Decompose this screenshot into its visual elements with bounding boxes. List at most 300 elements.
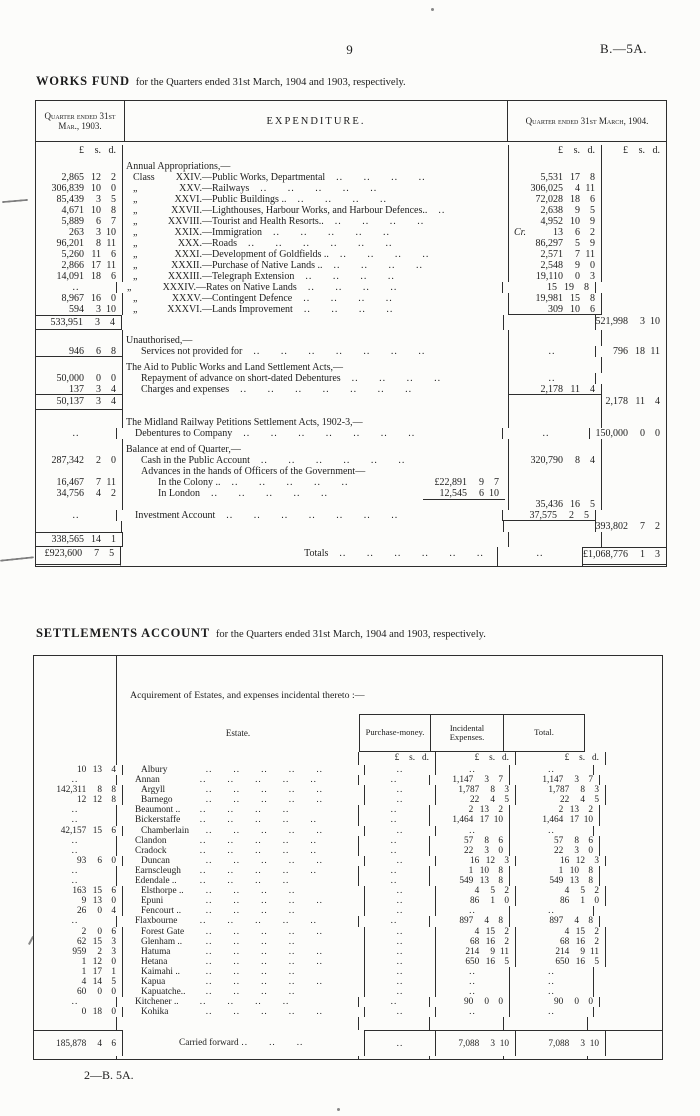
group-label: Unauthorised,—	[126, 335, 193, 346]
estate-name: Kapuatche..	[141, 987, 186, 998]
leader-dots: .. .. .. ..	[334, 216, 425, 227]
purchase-money-amount: ..	[365, 947, 436, 957]
money-shillings: 3	[490, 1039, 496, 1050]
money-pounds: 320,790	[530, 455, 563, 466]
money-pence: 8	[111, 785, 116, 796]
settlements-left-column-head	[34, 656, 117, 752]
purchase-money-amount: ..	[365, 937, 436, 947]
money-pounds: 5,889	[61, 216, 84, 227]
money-shillings: 4	[97, 1039, 103, 1050]
money-shillings: 17	[92, 966, 103, 977]
money-shillings: 6	[96, 346, 101, 357]
settlements-row	[34, 866, 662, 876]
amount-1903: ..	[36, 510, 117, 521]
settlements-row	[34, 856, 662, 866]
totals-label: Totals	[304, 548, 329, 559]
money-pence: 0	[588, 997, 593, 1008]
money-pence: 5	[504, 956, 509, 967]
money-pence: 8	[498, 916, 503, 927]
money-pounds: 26	[76, 906, 87, 917]
estate-name: Kohika	[141, 1007, 169, 1018]
amount-1904-total	[602, 304, 666, 315]
expenditure-cell	[122, 315, 503, 330]
leader-dots: .. .. .. ..	[199, 805, 290, 816]
money-pounds: 7,088	[458, 1039, 480, 1050]
incidental-expenses-amount	[430, 876, 510, 886]
row-label: —Lands Improvement	[202, 304, 293, 315]
money-pence: 2	[594, 926, 599, 937]
money-shillings: 8	[574, 835, 580, 846]
incidental-expenses-carried	[436, 1030, 516, 1056]
currency-header-1904b	[602, 145, 666, 161]
money-pence: 11	[650, 346, 660, 357]
amount-1903	[36, 547, 121, 566]
money-pence: 6	[498, 835, 503, 846]
money-pence: 10	[650, 316, 660, 327]
works-fund-header-row	[36, 101, 666, 142]
incidental-expenses-amount	[436, 937, 516, 947]
settlements-row	[34, 906, 662, 916]
money-shillings: 4	[574, 916, 580, 927]
money-pence: 11	[106, 260, 116, 271]
money-pounds: 4	[474, 926, 480, 937]
money-pence: 0	[594, 896, 599, 907]
money-pence: 0	[504, 896, 509, 907]
class-prefix: „	[133, 205, 138, 216]
amount-1904	[509, 238, 602, 249]
money-pounds: 68	[559, 936, 570, 947]
total-amount	[516, 785, 606, 795]
money-pounds: 16,467	[56, 477, 84, 488]
money-pounds: 959	[72, 946, 87, 957]
amount-1903	[34, 937, 123, 947]
estate-cell	[123, 977, 365, 987]
amount-1904	[509, 161, 602, 172]
money-pence: 0	[111, 896, 116, 907]
amount-1903	[36, 183, 123, 194]
blank-column	[594, 987, 662, 997]
money-pounds: 12	[76, 795, 87, 806]
money-pence: 6	[111, 825, 116, 836]
money-shillings: 5	[575, 238, 580, 249]
money-pounds: 185,878	[56, 1039, 87, 1050]
money-pounds: 7,088	[548, 1039, 570, 1050]
money-pence: 4	[111, 765, 116, 775]
estate-name: Hatuma	[141, 946, 171, 957]
total-amount	[516, 957, 606, 967]
money-pence: 7	[588, 775, 593, 786]
money-shillings: 2	[96, 455, 101, 466]
money-shillings: 16	[485, 936, 496, 947]
class-numeral: XXVIII.	[167, 216, 202, 227]
total-amount	[516, 856, 606, 866]
amount-1903	[36, 395, 123, 410]
scan-artifact-mark	[2, 199, 28, 203]
row-label: —Immigration	[202, 227, 262, 238]
credit-prefix: Cr.	[514, 227, 526, 238]
money-shillings: s.	[489, 753, 496, 763]
money-pence: d.	[652, 145, 660, 156]
estate-cell	[123, 1007, 365, 1017]
money-pounds: 2,548	[540, 260, 563, 271]
group-label: The Midland Railway Petitions Settlement Acts, 1902-3,—	[126, 417, 363, 428]
amount-1904	[509, 304, 602, 315]
total-amount: ..	[510, 967, 594, 977]
expenditure-cell	[123, 488, 509, 499]
works-row	[36, 205, 666, 216]
blank-column	[600, 836, 662, 846]
money-pounds: 85,439	[56, 194, 84, 205]
estate-name: Hetana	[141, 956, 168, 967]
works-fund-title-rest: for the Quarters ended 31st March, 1904 and 1903, respectively.	[135, 77, 406, 88]
money-pence: 8	[111, 795, 116, 806]
class-prefix: „	[133, 216, 138, 227]
leader-dots: .. .. .. .. ..	[199, 865, 318, 876]
money-pounds: 4	[564, 886, 570, 897]
money-pounds: £	[558, 145, 563, 156]
estate-cell	[117, 876, 359, 886]
money-pence: 0	[111, 855, 116, 866]
blank-column	[606, 957, 662, 967]
money-pence: 7	[111, 216, 116, 227]
estate-name: Albury	[141, 765, 168, 775]
amount-1903	[36, 384, 123, 395]
amount-1903	[34, 856, 123, 866]
purchase-money-amount: ..	[359, 775, 430, 785]
amount-1903	[36, 346, 123, 357]
expenditure-cell	[123, 249, 509, 260]
amount-1903	[34, 765, 123, 775]
works-row	[36, 417, 666, 428]
money-shillings: 0	[96, 373, 101, 384]
estate-cell	[117, 866, 359, 876]
money-shillings: 7	[640, 521, 645, 532]
section-heading: Acquirement of Estates, and expenses incidental thereto :—	[130, 690, 365, 701]
currency-header-row	[36, 145, 666, 161]
total-amount: ..	[510, 987, 594, 997]
blank-column	[594, 977, 662, 987]
money-pounds: £22,891	[434, 477, 467, 488]
page-number: 9	[346, 42, 354, 57]
money-pence: 11	[106, 477, 116, 488]
purchase-money-amount: ..	[365, 826, 436, 836]
money-shillings: 8	[580, 785, 586, 796]
money-pounds: 2,638	[540, 205, 563, 216]
money-pence: 2	[594, 936, 599, 947]
settlements-row	[34, 1017, 662, 1030]
money-shillings: s.	[94, 145, 101, 156]
estate-name: Glenham ..	[141, 936, 183, 947]
money-pence: 2	[498, 805, 503, 816]
settlements-row	[34, 1007, 662, 1017]
money-pence: 8	[588, 865, 593, 876]
money-pence: 2	[504, 926, 509, 937]
row-label: —Railways	[202, 183, 250, 194]
blank-column	[600, 916, 662, 926]
settlements-row	[34, 775, 662, 785]
money-pounds: 1,787	[548, 785, 570, 796]
total-amount	[516, 886, 606, 896]
money-pounds: 393,802	[595, 521, 628, 532]
class-prefix: „	[133, 238, 138, 249]
works-row	[36, 455, 666, 466]
amount-1904	[509, 395, 602, 410]
row-label: Debentures to Company	[135, 428, 233, 439]
amount-1904	[509, 194, 602, 205]
estate-cell	[123, 826, 365, 836]
expenditure-cell	[123, 417, 509, 428]
money-pence: 3	[111, 936, 116, 947]
leader-dots: .. .. .. .. ..	[205, 896, 324, 907]
leader-dots: .. .. .. .. .. .. ..	[226, 510, 399, 521]
amount-1904	[509, 362, 602, 373]
money-pounds: 19,110	[535, 271, 563, 282]
money-pounds: 549	[459, 876, 474, 887]
incidental-expenses-amount	[430, 805, 510, 815]
purchase-money-amount: ..	[359, 815, 430, 825]
incidental-expenses-amount: ..	[436, 826, 510, 836]
money-pounds: 2	[468, 805, 474, 816]
scan-artifact-dot	[431, 8, 434, 11]
blank-column	[606, 927, 662, 937]
amount-1904-total	[602, 335, 666, 346]
money-shillings: 15	[485, 926, 496, 937]
money-shillings: 9	[575, 205, 580, 216]
money-pounds: 306,839	[51, 183, 84, 194]
amount-1904	[509, 205, 602, 216]
amount-1904-total	[602, 384, 666, 395]
amount-1904	[509, 293, 602, 304]
leader-dots: .. .. .. .. ..	[205, 785, 324, 796]
expenditure-cell	[123, 293, 509, 304]
currency-header-1904a	[509, 145, 602, 161]
money-shillings: 14	[92, 976, 103, 987]
money-pence: 6	[111, 249, 116, 260]
group-label: Balance at end of Quarter,—	[126, 444, 241, 455]
leader-dots: .. .. .. .. .. .. ..	[243, 428, 416, 439]
works-row	[36, 238, 666, 249]
amount-1904-total	[602, 172, 666, 183]
spacer-cell	[117, 1017, 359, 1030]
leader-dots: .. .. .. .. .. ..	[260, 455, 406, 466]
money-pounds: 4	[81, 976, 87, 987]
blank-column	[606, 886, 662, 896]
currency-header-incidental	[436, 752, 516, 765]
money-pence: 3	[504, 785, 509, 796]
money-shillings: 4	[96, 488, 101, 499]
class-numeral: XXXV.	[171, 293, 202, 304]
total-amount: ..	[510, 906, 594, 916]
class-numeral: XXIX.	[174, 227, 202, 238]
money-pounds: 897	[459, 916, 474, 927]
money-shillings: 16	[91, 293, 101, 304]
money-pence: 6	[590, 194, 595, 205]
money-pounds: 549	[549, 876, 564, 887]
money-shillings: 3	[574, 775, 580, 786]
money-pence: 11	[585, 183, 595, 194]
amount-1904-total	[602, 455, 666, 466]
amount-1904-total	[596, 315, 667, 330]
money-pence: 6	[111, 886, 116, 897]
money-shillings: 17	[479, 815, 490, 826]
spacer-cell	[588, 1017, 662, 1030]
works-row	[36, 293, 666, 304]
money-shillings: 9	[490, 946, 496, 957]
total-amount	[510, 846, 600, 856]
money-shillings: 17	[569, 815, 580, 826]
money-pounds: 19,981	[535, 293, 563, 304]
money-pounds: 163	[72, 886, 87, 897]
expenditure-cell	[123, 384, 509, 395]
works-fund-body	[36, 142, 666, 566]
expenditure-cell	[117, 428, 503, 439]
blank-column	[600, 866, 662, 876]
amount-1904	[509, 444, 602, 455]
leader-dots: ..	[438, 205, 446, 216]
expenditure-cell	[123, 172, 509, 183]
blank-column	[594, 967, 662, 977]
estate-name: Duncan	[141, 855, 170, 866]
estate-name: Fencourt ..	[141, 906, 182, 917]
money-shillings: 6	[479, 488, 484, 499]
money-pounds: 22	[463, 845, 474, 856]
money-pounds: 2	[81, 926, 87, 937]
total-amount: ..	[510, 765, 594, 775]
estate-name: Bickerstaffe	[135, 815, 181, 826]
amount-1903	[34, 1007, 123, 1017]
leader-dots: .. .. .. .. .. .. ..	[240, 384, 413, 395]
amount-1903: ..	[34, 916, 117, 926]
expenditure-cell	[123, 477, 509, 488]
amount-1904: ..	[509, 346, 596, 357]
amount-1903	[34, 785, 123, 795]
leader-dots: .. .. .. ..	[205, 886, 296, 897]
settlements-title-rest: for the Quarters ended 31st March, 1904 and 1903, respectively.	[215, 629, 486, 640]
total-amount: ..	[510, 1007, 594, 1017]
money-pence: 0	[590, 260, 595, 271]
money-shillings: s.	[579, 753, 586, 763]
expenditure-cell	[123, 362, 509, 373]
amount-1903	[34, 896, 123, 906]
amount-1903	[36, 362, 123, 373]
row-label: —Rates on Native Lands	[196, 282, 297, 293]
works-row	[36, 271, 666, 282]
money-pence: 5	[109, 548, 115, 559]
expenditure-cell	[123, 194, 509, 205]
row-label: —Lighthouses, Harbour Works, and Harbour Defences..	[202, 205, 428, 216]
money-pence: 11	[106, 238, 116, 249]
expenditure-cell	[123, 260, 509, 271]
amount-1903: ..	[34, 815, 117, 825]
money-pounds: 50,000	[56, 373, 84, 384]
money-pence: 5	[594, 956, 599, 967]
class-prefix: „	[133, 304, 138, 315]
estate-cell	[123, 937, 365, 947]
blank-column	[594, 826, 662, 836]
works-row	[36, 499, 666, 510]
money-shillings: 11	[635, 396, 645, 407]
purchase-money-amount: ..	[365, 927, 436, 937]
total-amount	[516, 947, 606, 957]
works-row	[36, 444, 666, 455]
money-pounds: 12,545	[439, 488, 467, 499]
money-pence: 0	[655, 428, 660, 439]
header-quarter-1904: Quarter ended 31st March, 1904.	[525, 116, 649, 126]
class-prefix: „	[133, 293, 138, 304]
money-pounds: 2,571	[540, 249, 563, 260]
amount-1904-total	[602, 362, 666, 373]
header-quarter-1903: Quarter ended 31st Mar., 1903.	[36, 101, 125, 141]
money-pounds: 309	[548, 304, 563, 315]
expenditure-cell	[123, 183, 509, 194]
amount-1904	[509, 455, 602, 466]
estate-cell	[123, 785, 365, 795]
money-shillings: 18	[635, 346, 645, 357]
money-pence: 11	[585, 249, 595, 260]
leader-dots: .. .. .. ..	[336, 172, 426, 183]
class-prefix: „	[133, 260, 138, 271]
settlements-row	[34, 752, 662, 765]
leader-dots: .. .. .. .. ..	[205, 946, 324, 957]
blank-column	[606, 795, 662, 805]
purchase-money-amount: ..	[365, 1007, 436, 1017]
works-row	[36, 362, 666, 373]
amount-1904	[509, 417, 602, 428]
money-pounds: 90	[553, 997, 564, 1008]
money-pence: 4	[111, 384, 116, 395]
amount-1903: ..	[34, 997, 117, 1007]
class-numeral: XXV.	[179, 183, 202, 194]
works-row	[36, 172, 666, 183]
money-shillings: 14	[91, 534, 101, 545]
estate-cell	[123, 1030, 365, 1056]
expenditure-cell	[123, 444, 509, 455]
money-pence: 8	[588, 876, 593, 887]
blank-column	[594, 906, 662, 916]
money-pence: 0	[498, 997, 503, 1008]
money-shillings: 9	[479, 477, 484, 488]
class-numeral: XXX.	[177, 238, 202, 249]
amount-1904-total	[602, 238, 666, 249]
money-shillings: 16	[570, 499, 580, 510]
class-numeral: XXXIII.	[167, 271, 202, 282]
amount-1903	[34, 987, 123, 997]
money-shillings: 10	[569, 865, 580, 876]
money-pounds: 57	[553, 835, 564, 846]
money-shillings: 18	[92, 1007, 103, 1018]
amount-1904	[509, 183, 602, 194]
settlements-row	[34, 886, 662, 896]
money-shillings: 0	[574, 997, 580, 1008]
money-pence: 3	[590, 271, 595, 282]
purchase-money-amount: ..	[365, 856, 436, 866]
row-label: Charges and expenses	[141, 384, 230, 395]
money-pounds: 13	[553, 227, 563, 238]
money-shillings: 2	[97, 946, 103, 957]
blank-column	[606, 1030, 662, 1056]
expenditure-cell	[123, 227, 509, 238]
money-pounds: 214	[465, 946, 480, 957]
amount-1904	[509, 410, 602, 417]
money-pence: 3	[594, 785, 599, 796]
money-pounds: 22	[559, 795, 570, 806]
money-shillings: 16	[575, 936, 586, 947]
works-row	[36, 510, 666, 521]
total-amount	[516, 927, 606, 937]
amount-1903	[36, 271, 123, 282]
settlements-header-area	[34, 656, 662, 752]
leader-dots: .. .. .. .. ..	[205, 825, 324, 836]
